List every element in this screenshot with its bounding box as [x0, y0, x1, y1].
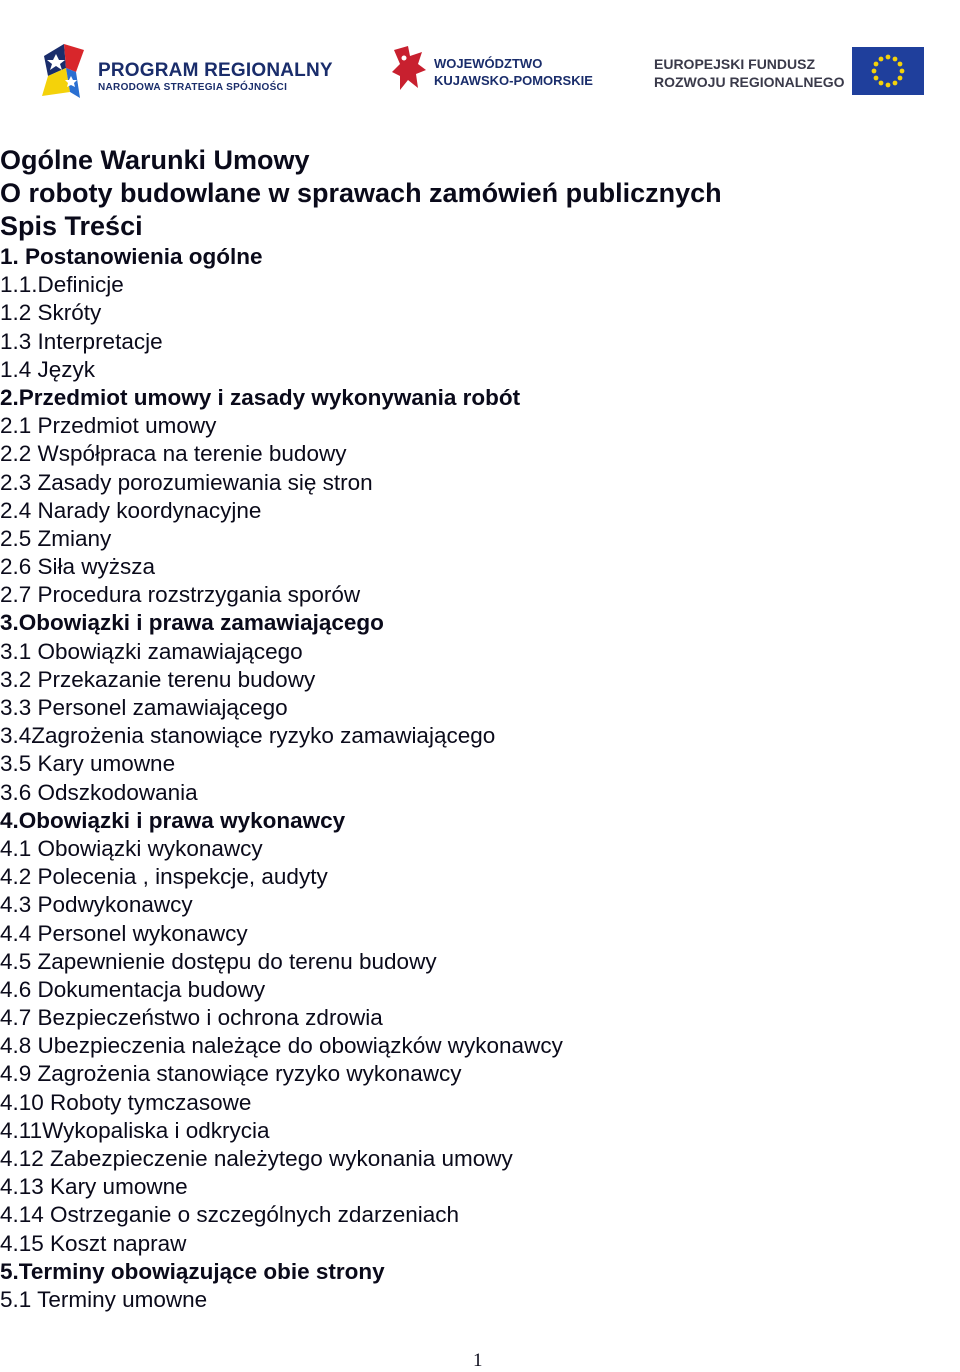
toc-entry: 4.1 Obowiązki wykonawcy [0, 835, 263, 861]
toc-entry: 2.3 Zasady porozumiewania się stron [0, 469, 373, 495]
table-of-contents [0, 144, 940, 1314]
toc-entry: 4.4 Personel wykonawcy [0, 920, 248, 946]
toc-entry: 3.6 Odszkodowania [0, 779, 198, 805]
toc-entry: 3.5 Kary umowne [0, 751, 176, 777]
toc-entry: 3.1 Obowiązki zamawiającego [0, 638, 303, 664]
program-regionalny-logo [36, 36, 336, 111]
toc-heading: Spis Treści [0, 211, 143, 241]
document-subtitle: O roboty budowlane w sprawach zamówień publicznych [0, 178, 722, 208]
toc-section-heading: 1. Postanowienia ogólne [0, 244, 263, 269]
toc-entry: 4.7 Bezpieczeństwo i ochrona zdrowia [0, 1005, 383, 1031]
eu-fund-line2: ROZWOJU REGIONALNEGO [654, 74, 845, 90]
toc-entry: 4.5 Zapewnienie dostępu do terenu budowy [0, 948, 437, 974]
toc-entry: 2.2 Współpraca na terenie budowy [0, 441, 347, 467]
toc-section-heading: 3.Obowiązki i prawa zamawiającego [0, 610, 384, 636]
toc-entry: 2.4 Narady koordynacyjne [0, 497, 262, 523]
toc-entry: 1.1.Definicje [0, 272, 124, 298]
eu-fund-logo [650, 44, 925, 100]
toc-entry: 2.1 Przedmiot umowy [0, 413, 217, 439]
toc-section-heading: 4.Obowiązki i prawa wykonawcy [0, 807, 346, 833]
toc-entry: 1.2 Skróty [0, 300, 102, 326]
toc-entry: 4.13 Kary umowne [0, 1174, 188, 1200]
toc-entry: 4.10 Roboty tymczasowe [0, 1089, 252, 1115]
program-regionalny-subtitle: NARODOWA STRATEGIA SPÓJNOŚCI [98, 82, 288, 93]
wojewodztwo-line1: WOJEWÓDZTWO [434, 56, 543, 71]
toc-entry: 4.11Wykopaliska i odkrycia [0, 1117, 270, 1143]
eu-flag-icon [852, 47, 924, 95]
toc-entries [0, 243, 940, 1314]
toc-entry: 4.15 Koszt napraw [0, 1230, 187, 1256]
toc-entry: 2.6 Siła wyższa [0, 554, 156, 580]
wojewodztwo-line2: KUJAWSKO-POMORSKIE [434, 73, 593, 88]
toc-entry: 4.6 Dokumentacja budowy [0, 976, 266, 1002]
toc-entry: 2.5 Zmiany [0, 525, 112, 551]
toc-entry: 4.8 Ubezpieczenia należące do obowiązków wykonawcy [0, 1033, 563, 1059]
toc-entry: 3.4Zagrożenia stanowiące ryzyko zamawiającego [0, 723, 496, 749]
toc-entry: 4.2 Polecenia , inspekcje, audyty [0, 864, 328, 890]
toc-entry: 4.3 Podwykonawcy [0, 892, 193, 918]
page-number: 1 [473, 1350, 483, 1371]
program-regionalny-emblem-icon [36, 36, 96, 111]
toc-entry: 3.3 Personel zamawiającego [0, 695, 288, 720]
eu-fund-line1: EUROPEJSKI FUNDUSZ [654, 56, 816, 72]
toc-entry: 4.12 Zabezpieczenie należytego wykonania umowy [0, 1146, 513, 1171]
program-regionalny-title: PROGRAM REGIONALNY [98, 60, 333, 81]
toc-entry: 1.4 Język [0, 356, 96, 382]
toc-section-heading: 2.Przedmiot umowy i zasady wykonywania robót [0, 384, 521, 410]
toc-entry: 5.1 Terminy umowne [0, 1286, 208, 1312]
toc-entry: 4.14 Ostrzeganie o szczególnych zdarzeniach [0, 1202, 460, 1228]
logo-header [0, 0, 960, 135]
toc-section-heading: 5.Terminy obowiązujące obie strony [0, 1258, 385, 1284]
document-title: Ogólne Warunki Umowy [0, 145, 310, 175]
toc-entry: 2.7 Procedura rozstrzygania sporów [0, 582, 361, 608]
wojewodztwo-logo [388, 42, 593, 104]
toc-entry: 1.3 Interpretacje [0, 328, 163, 354]
griffin-crest-icon [388, 42, 430, 94]
toc-entry: 3.2 Przekazanie terenu budowy [0, 666, 316, 692]
toc-entry: 4.9 Zagrożenia stanowiące ryzyko wykonawcy [0, 1061, 462, 1087]
